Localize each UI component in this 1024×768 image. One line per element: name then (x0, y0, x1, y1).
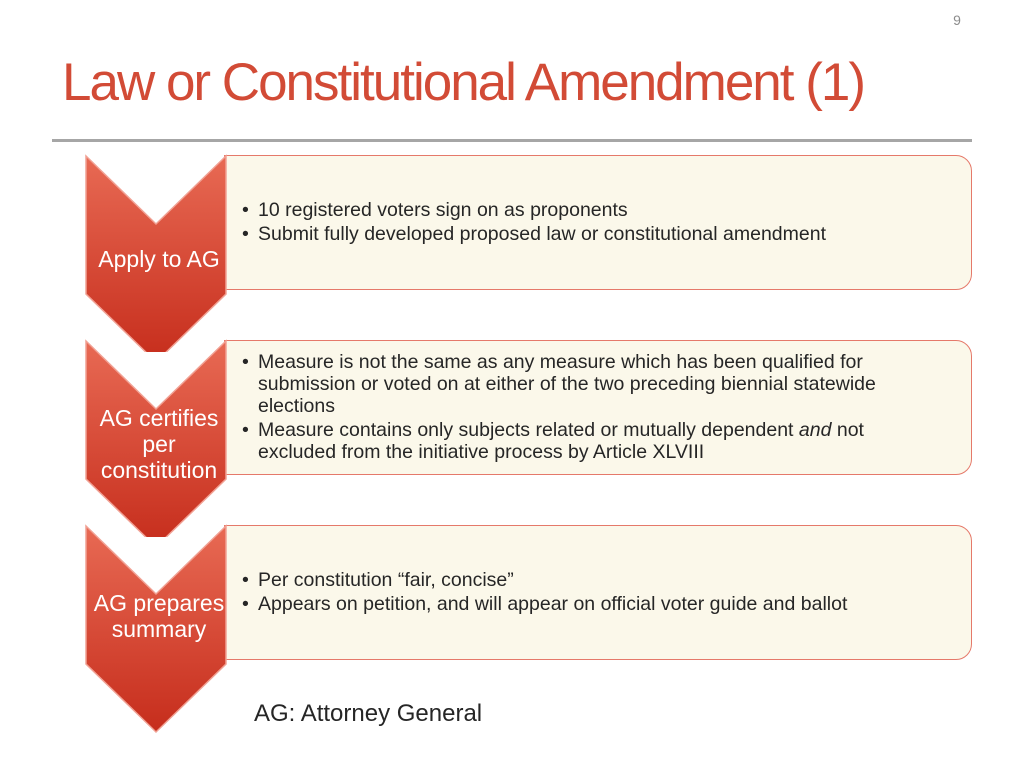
step-3-bullet-2: • Appears on petition, and will appear on official voter guide and ballot (242, 593, 848, 615)
step-1-bullet-1: • 10 registered voters sign on as proponents (242, 199, 628, 221)
step-1-bullet-list (242, 199, 941, 247)
step-3-label: AG prepares summary (93, 590, 225, 642)
slide-title: Law or Constitutional Amendment (1) (62, 53, 864, 112)
step-1-bullet-2: • Submit fully developed proposed law or constitutional amendment (242, 223, 826, 245)
footnote: AG: Attorney General (254, 700, 483, 727)
step-1-label: Apply to AG (98, 246, 220, 272)
step-1-details (224, 155, 972, 290)
emphasis-and: and (798, 419, 832, 441)
step-2-bullet-list (242, 351, 941, 465)
step-3-bullet-list (242, 569, 941, 617)
step-2-bullet-1: • Measure is not the same as any measure which has been qualified for submission or voted on at either of the two preceding biennial statewide elections (242, 351, 876, 417)
title-divider (52, 139, 972, 142)
step-2-details (224, 340, 972, 475)
step-3-bullet-1: • Per constitution “fair, concise” (242, 569, 514, 591)
step-2-label: AG certifies per constitution (99, 405, 219, 483)
step-2-bullet-2: • Measure contains only subjects related or mutually dependent and not excluded from the initiative process by Article XLVIII (242, 419, 864, 463)
step-3-details (224, 525, 972, 660)
page-number: 9 (953, 12, 961, 28)
